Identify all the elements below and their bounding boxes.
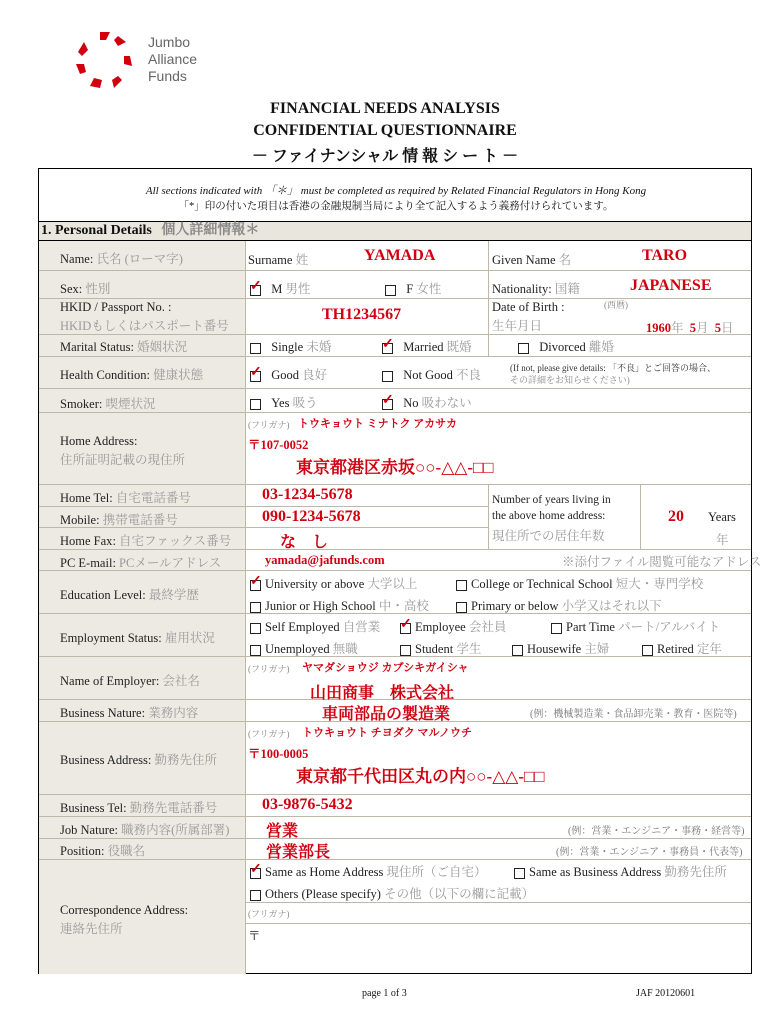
position-hint: (例：営業・エンジニア・事務員・代表等) [556,847,743,858]
company-logo [70,30,270,92]
years-unit: Years [708,510,736,524]
corr-business-checkbox[interactable] [514,868,525,879]
email-label: PC E-mail: PCメールアドレス [60,556,222,570]
corr-furigana-label: (フリガナ) [248,909,290,919]
emp-self-option[interactable]: Self Employed 自営業 [250,617,380,635]
years-unit-jp: 年 [716,533,729,547]
business-furigana-label: (フリガナ) [248,729,290,739]
title-line-1: FINANCIAL NEEDS ANALYSIS [270,100,500,117]
sex-male-option[interactable]: ✓ M 男性 [250,279,311,297]
years-value[interactable]: 20 [668,508,684,525]
section-title [39,221,751,241]
marital-single-option[interactable]: Single 未婚 [250,337,331,355]
business-address-label: Business Address: 勤務先住所 [60,753,217,767]
emp-student-option[interactable]: Student 学生 [400,639,481,657]
smoker-no-checkbox[interactable] [382,399,393,410]
page-number: page 1 of 3 [362,988,407,999]
position-value[interactable]: 営業部長 [266,844,331,861]
notice-japanese: 「*」印の付いた項目は香港の金融規制当局により全て記入するよう義務付けられています。 [178,201,614,212]
marital-married-option[interactable]: ✓ Married 既婚 [382,337,472,355]
marital-divorced-option[interactable]: Divorced 離婚 [518,337,614,355]
home-fax-value[interactable]: な し [280,534,329,551]
married-checkbox[interactable] [382,343,393,354]
hkid-value[interactable]: TH1234567 [322,306,402,323]
logo-mark-icon [70,30,140,92]
employer-furigana[interactable]: ヤマダショウジ カブシキガイシャ [302,662,469,674]
employment-label: Employment Status: 雇用状況 [60,631,215,645]
emp-housewife-option[interactable]: Housewife 主婦 [512,639,609,657]
position-label: Position: 役職名 [60,844,146,858]
edu-university-option[interactable]: ✓University or above 大学以上 [250,574,417,592]
home-address-label-jp: 住所証明記載の現住所 [60,453,186,467]
education-label: Education Level: 最終学歴 [60,588,199,602]
mobile-label: Mobile: 携帯電話番号 [60,513,178,527]
home-address-value[interactable]: 東京都港区赤坂○○-△△-□□ [296,458,494,477]
edu-primary-checkbox[interactable] [456,602,467,613]
emp-retired-option[interactable]: Retired 定年 [642,639,722,657]
health-note-2: その詳細をお知らせください) [510,375,630,385]
business-tel-value[interactable]: 03-9876-5432 [262,796,353,813]
correspondence-label-jp: 連絡先住所 [60,922,123,936]
business-postal[interactable]: 〒100-0005 [248,747,309,761]
years-label-2: the above home address: [492,510,606,522]
male-checkbox[interactable] [250,285,261,296]
emp-unemployed-option[interactable]: Unemployed 無職 [250,639,358,657]
business-tel-label: Business Tel: 勤務先電話番号 [60,801,218,815]
dob-label-jp: 生年月日 [492,319,543,333]
emp-student-checkbox[interactable] [400,645,411,656]
smoker-yes-checkbox[interactable] [250,399,261,410]
sex-label: Sex: 性別 [60,282,111,296]
marital-label: Marital Status: 婚姻状況 [60,340,188,354]
smoker-no-option[interactable]: ✓ No 吸わない [382,393,472,411]
emp-parttime-option[interactable]: Part Time パート/アルバイト [551,617,720,635]
business-furigana[interactable]: トウキョウト チヨダク マルノウチ [302,727,473,739]
document-code: JAF 20120601 [636,988,696,999]
home-address-label: Home Address: [60,434,138,448]
sex-female-option[interactable]: F 女性 [385,279,441,297]
single-checkbox[interactable] [250,343,261,354]
given-name-value[interactable]: TARO [642,247,688,264]
edu-university-checkbox[interactable] [250,580,261,591]
title-line-3: － ファイナンシャル 情 報 シ ー ト － [251,148,519,165]
good-checkbox[interactable] [250,371,261,382]
job-nature-label: Job Nature: 職務内容(所属部署) [60,823,230,837]
edu-highschool-checkbox[interactable] [250,602,261,613]
corr-home-checkbox[interactable] [250,868,261,879]
corr-business-option[interactable]: Same as Business Address 勤務先住所 [514,862,727,880]
given-name-label: Given Name 名 [492,253,572,267]
email-note: ※添付ファイル閲覧可能なアドレス [562,555,762,569]
mobile-value[interactable]: 090-1234-5678 [262,508,361,525]
business-nature-value[interactable]: 車両部品の製造業 [322,706,451,723]
edu-college-checkbox[interactable] [456,580,467,591]
home-tel-label: Home Tel: 自宅電話番号 [60,491,191,505]
hkid-label-jp: HKIDもしくはパスポート番号 [60,319,229,333]
emp-employee-checkbox[interactable] [400,623,411,634]
email-value[interactable]: yamada@jafunds.com [265,553,385,567]
job-nature-hint: (例：営業・エンジニア・事務・経営等) [568,826,745,837]
section-title-jp: 個人詳細情報＊ [161,223,260,238]
corr-others-option[interactable]: Others (Please specify) その他（以下の欄に記載） [250,884,534,902]
home-postal[interactable]: 〒107-0052 [248,438,309,452]
dob-value[interactable]: 1960年 5月 5日 [646,321,734,335]
notice-english: All sections indicated with 「＊」 must be completed as required by Related Financial Regulators in Hong Kong [145,185,647,197]
years-label-1: Number of years living in [492,494,611,506]
divorced-checkbox[interactable] [518,343,529,354]
emp-parttime-checkbox[interactable] [551,623,562,634]
edu-primary-option[interactable]: Primary or below 小学又はそれ以下 [456,596,662,614]
female-checkbox[interactable] [385,285,396,296]
corr-others-checkbox[interactable] [250,890,261,901]
health-good-option[interactable]: ✓ Good 良好 [250,365,327,383]
home-fax-label: Home Fax: 自宅ファックス番号 [60,534,232,548]
edu-college-option[interactable]: College or Technical School 短大・専門学校 [456,574,703,592]
smoker-label: Smoker: 喫煙状況 [60,397,156,411]
dob-era: (西暦) [604,300,628,310]
emp-employee-option[interactable]: ✓ Employee 会社員 [400,617,506,635]
correspondence-label: Correspondence Address: [60,903,189,917]
business-nature-hint: (例：機械製造業・食品卸売業・教育・医院等) [530,709,737,720]
health-notgood-option[interactable]: Not Good 不良 [382,365,481,383]
job-nature-value[interactable]: 営業 [266,823,299,840]
business-address-value[interactable]: 東京都千代田区丸の内○○-△△-□□ [296,767,545,786]
notgood-checkbox[interactable] [382,371,393,382]
years-label-jp: 現住所での居住年数 [492,529,605,543]
home-furigana-label: (フリガナ) [248,420,290,430]
hkid-label: HKID / Passport No. : [60,300,172,314]
name-label: Name: 氏名 (ローマ字) [60,252,183,266]
emp-housewife-checkbox[interactable] [512,645,523,656]
surname-label: Surname 姓 [248,253,309,267]
business-nature-label: Business Nature: 業務内容 [60,706,199,720]
corr-postal[interactable]: 〒 [248,929,261,943]
home-furigana[interactable]: トウキョウト ミナトク アカサカ [298,418,457,430]
emp-unemployed-checkbox[interactable] [250,645,261,656]
nationality-label: Nationality: 国籍 [492,282,580,296]
corr-home-option[interactable]: ✓Same as Home Address 現住所（ご自宅） [250,862,487,880]
home-tel-value[interactable]: 03-1234-5678 [262,486,353,503]
dob-label: Date of Birth : [492,300,565,314]
emp-self-checkbox[interactable] [250,623,261,634]
title-line-2: CONFIDENTIAL QUESTIONNAIRE [253,122,517,139]
edu-highschool-option[interactable]: Junior or High School 中・高校 [250,596,429,614]
emp-retired-checkbox[interactable] [642,645,653,656]
health-label: Health Condition: 健康状態 [60,368,204,382]
nationality-value[interactable]: JAPANESE [630,277,712,294]
health-note-1: (If not, please give details: 「不良」とご回答の場合、 [510,363,716,373]
logo-line-2: Alliance [148,51,198,67]
surname-value[interactable]: YAMADA [364,247,436,264]
smoker-yes-option[interactable]: Yes 吸う [250,393,318,411]
employer-furigana-label: (フリガナ) [248,664,290,674]
employer-label: Name of Employer: 会社名 [60,674,200,688]
logo-line-3: Funds [148,68,187,84]
section-title-en: 1. Personal Details [41,223,152,238]
employer-value[interactable]: 山田商事 株式会社 [310,685,455,702]
logo-line-1: Jumbo [148,34,191,50]
